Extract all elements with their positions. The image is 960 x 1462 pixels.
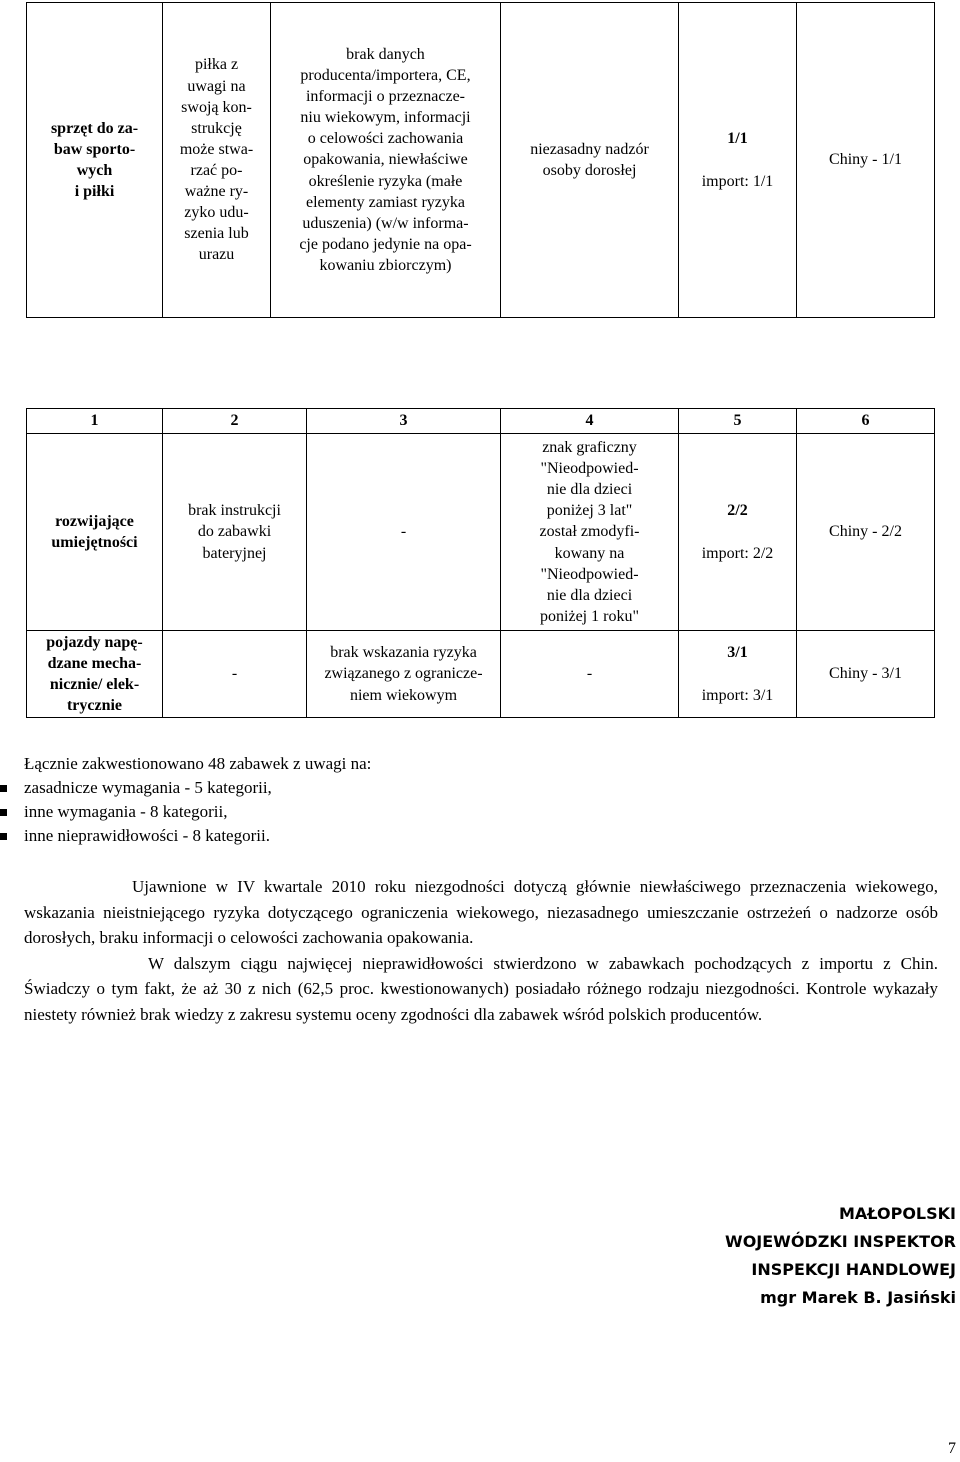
cell-line: został zmodyfi- — [539, 523, 640, 541]
cell-line: nie dla dzieci — [546, 481, 633, 499]
signature-line: MAŁOPOLSKI — [838, 1204, 956, 1223]
list-item — [0, 776, 940, 800]
cell-line: rozwijające — [55, 512, 134, 530]
cell-line: baw sporto- — [53, 140, 136, 158]
cell-line: dzane mecha- — [47, 654, 142, 672]
bullet-icon — [0, 785, 7, 792]
signature-line: WOJEWÓDZKI INSPEKTOR — [725, 1232, 956, 1251]
origin-cell: Chiny - 3/1 — [797, 631, 935, 718]
cell-line: piłka z — [194, 56, 239, 74]
table-row — [27, 631, 935, 718]
cell-line: Chiny - 1/1 — [829, 151, 902, 169]
cell-line: bateryjnej — [202, 544, 267, 562]
cell-line: znak graficzny — [542, 439, 637, 456]
signature-block — [725, 1200, 956, 1312]
cell-line: swoją kon- — [181, 98, 252, 116]
cell-line: informacji o przeznacze- — [305, 88, 465, 106]
column-number: 6 — [797, 409, 935, 434]
category-cell — [27, 631, 163, 718]
count-value: 2/2 — [727, 501, 748, 519]
cell-line: cje podano jedynie na opa- — [299, 235, 472, 253]
cell-line: umiejętności — [51, 534, 138, 551]
cell-line: zyko udu- — [184, 204, 249, 222]
cell-line: niem wiekowym — [349, 686, 458, 704]
cell-line: związanego z ogranicze- — [324, 665, 483, 683]
cell-line: niu wiekowym, informacji — [300, 109, 471, 127]
cell-line: "Nieodpowied- — [540, 565, 639, 583]
cell-line: pojazdy napę- — [46, 633, 143, 651]
nonconformity-cell — [501, 434, 679, 631]
table-row — [27, 3, 935, 318]
bullet-icon — [0, 833, 7, 840]
category-cell — [27, 3, 163, 318]
nonconformity-cell — [163, 434, 307, 631]
count-cell — [679, 3, 797, 318]
cell-line: "Nieodpowied- — [540, 460, 639, 478]
cell-line: opakowania, niewłaściwe — [303, 151, 468, 169]
table-row — [27, 434, 935, 631]
list-item-text: zasadnicze wymagania - 5 kategorii, — [24, 778, 272, 797]
signature-line: INSPEKCJI HANDLOWEJ — [751, 1260, 956, 1279]
cell-line: nicznie/ elek- — [49, 676, 140, 693]
list-item-text: inne nieprawidłowości - 8 kategorii. — [24, 826, 270, 845]
nonconformity-cell: - — [501, 631, 679, 718]
list-item-text: inne wymagania - 8 kategorii, — [24, 802, 228, 821]
column-number: 3 — [307, 409, 501, 434]
count-value: 1/1 — [727, 129, 748, 147]
cell-line: niezasadny nadzór — [530, 140, 649, 158]
paragraph: W dalszym ciągu najwięcej nieprawidłowości stwierdzono w zabawkach pochodzących z importu z Chin. Świadczy o tym fakt, że aż 30 z nich (62,5 proc. kwestionowanych) posiadało różnego rodzaju niezgodności. Kontrole wykazały niestety również brak wiedzy z zakresu systemu oceny zgodności dla zabawek wśród polskich producentów. — [24, 953, 938, 1024]
cell-line: rzać po- — [190, 162, 243, 179]
column-number: 5 — [679, 409, 797, 434]
column-number: 2 — [163, 409, 307, 434]
summary-section — [0, 752, 940, 848]
table-header-row — [27, 409, 935, 434]
nonconformity-cell — [271, 3, 501, 318]
cell-line: elementy zamiast ryzyka — [305, 193, 466, 211]
list-item — [0, 824, 940, 848]
nonconformity-cell — [501, 3, 679, 318]
import-count: import: 2/2 — [701, 545, 774, 562]
cell-line: kowany na — [554, 544, 625, 562]
count-value: 3/1 — [727, 643, 748, 661]
summary-list — [0, 776, 940, 848]
cell-line: urazu — [198, 246, 235, 264]
paragraph: Ujawnione w IV kwartale 2010 roku niezgodności dotyczą głównie niewłaściwego przeznaczenia wiekowego, wskazania nieistniejącego ryzyka dotyczącego ograniczenia wiekowego, niezasadnego umieszczanie ostrzeżeń o nadzorze osób dorosłych, braku informacji o celowości zachowania opakowania. — [24, 877, 938, 948]
import-count: import: 1/1 — [701, 173, 774, 190]
cell-line: kowaniu zbiorczym) — [319, 256, 452, 274]
cell-line: osoby dorosłej — [542, 162, 637, 179]
count-cell — [679, 631, 797, 718]
signature-name: mgr Marek B. Jasiński — [760, 1288, 956, 1307]
cell-line: trycznie — [66, 697, 123, 715]
cell-line: sprzęt do za- — [50, 119, 139, 137]
page-number: 7 — [948, 1440, 956, 1457]
origin-cell — [797, 3, 935, 318]
cell-line: producenta/importera, CE, — [300, 67, 471, 84]
cell-line: i piłki — [74, 183, 115, 201]
import-count: import: 3/1 — [701, 687, 774, 704]
nonconformity-cell: - — [163, 631, 307, 718]
cell-line: może stwa- — [179, 140, 254, 158]
bullet-icon — [0, 809, 7, 816]
nonconformity-cell — [307, 631, 501, 718]
body-text — [24, 874, 938, 1028]
origin-cell: Chiny - 2/2 — [797, 434, 935, 631]
column-number: 4 — [501, 409, 679, 434]
category-cell — [27, 434, 163, 631]
cell-line: nie dla dzieci — [546, 586, 633, 604]
cell-line: brak danych — [346, 45, 425, 63]
cell-line: szenia lub — [184, 225, 249, 243]
nonconformity-cell: - — [307, 434, 501, 631]
cell-line: brak wskazania ryzyka — [330, 644, 477, 662]
list-item — [0, 800, 940, 824]
column-number: 1 — [27, 409, 163, 434]
cell-line: poniżej 3 lat" — [546, 502, 633, 520]
cell-line: do zabawki — [197, 523, 272, 541]
summary-lead: Łącznie zakwestionowano 48 zabawek z uwagi na: — [24, 754, 372, 773]
cell-line: wych — [76, 162, 113, 179]
product-cell — [163, 3, 271, 318]
cell-line: ważne ry- — [184, 183, 249, 201]
count-cell — [679, 434, 797, 631]
products-table-continued — [26, 2, 935, 318]
cell-line: brak instrukcji — [188, 502, 281, 520]
cell-line: o celowości zachowania — [307, 130, 464, 148]
cell-line: określenie ryzyka (małe — [308, 172, 463, 190]
cell-line: uduszenia) (w/w informa- — [302, 214, 469, 232]
cell-line: strukcję — [191, 119, 242, 137]
products-table — [26, 408, 935, 718]
cell-line: poniżej 1 roku" — [540, 607, 639, 625]
cell-line: uwagi na — [187, 77, 246, 95]
